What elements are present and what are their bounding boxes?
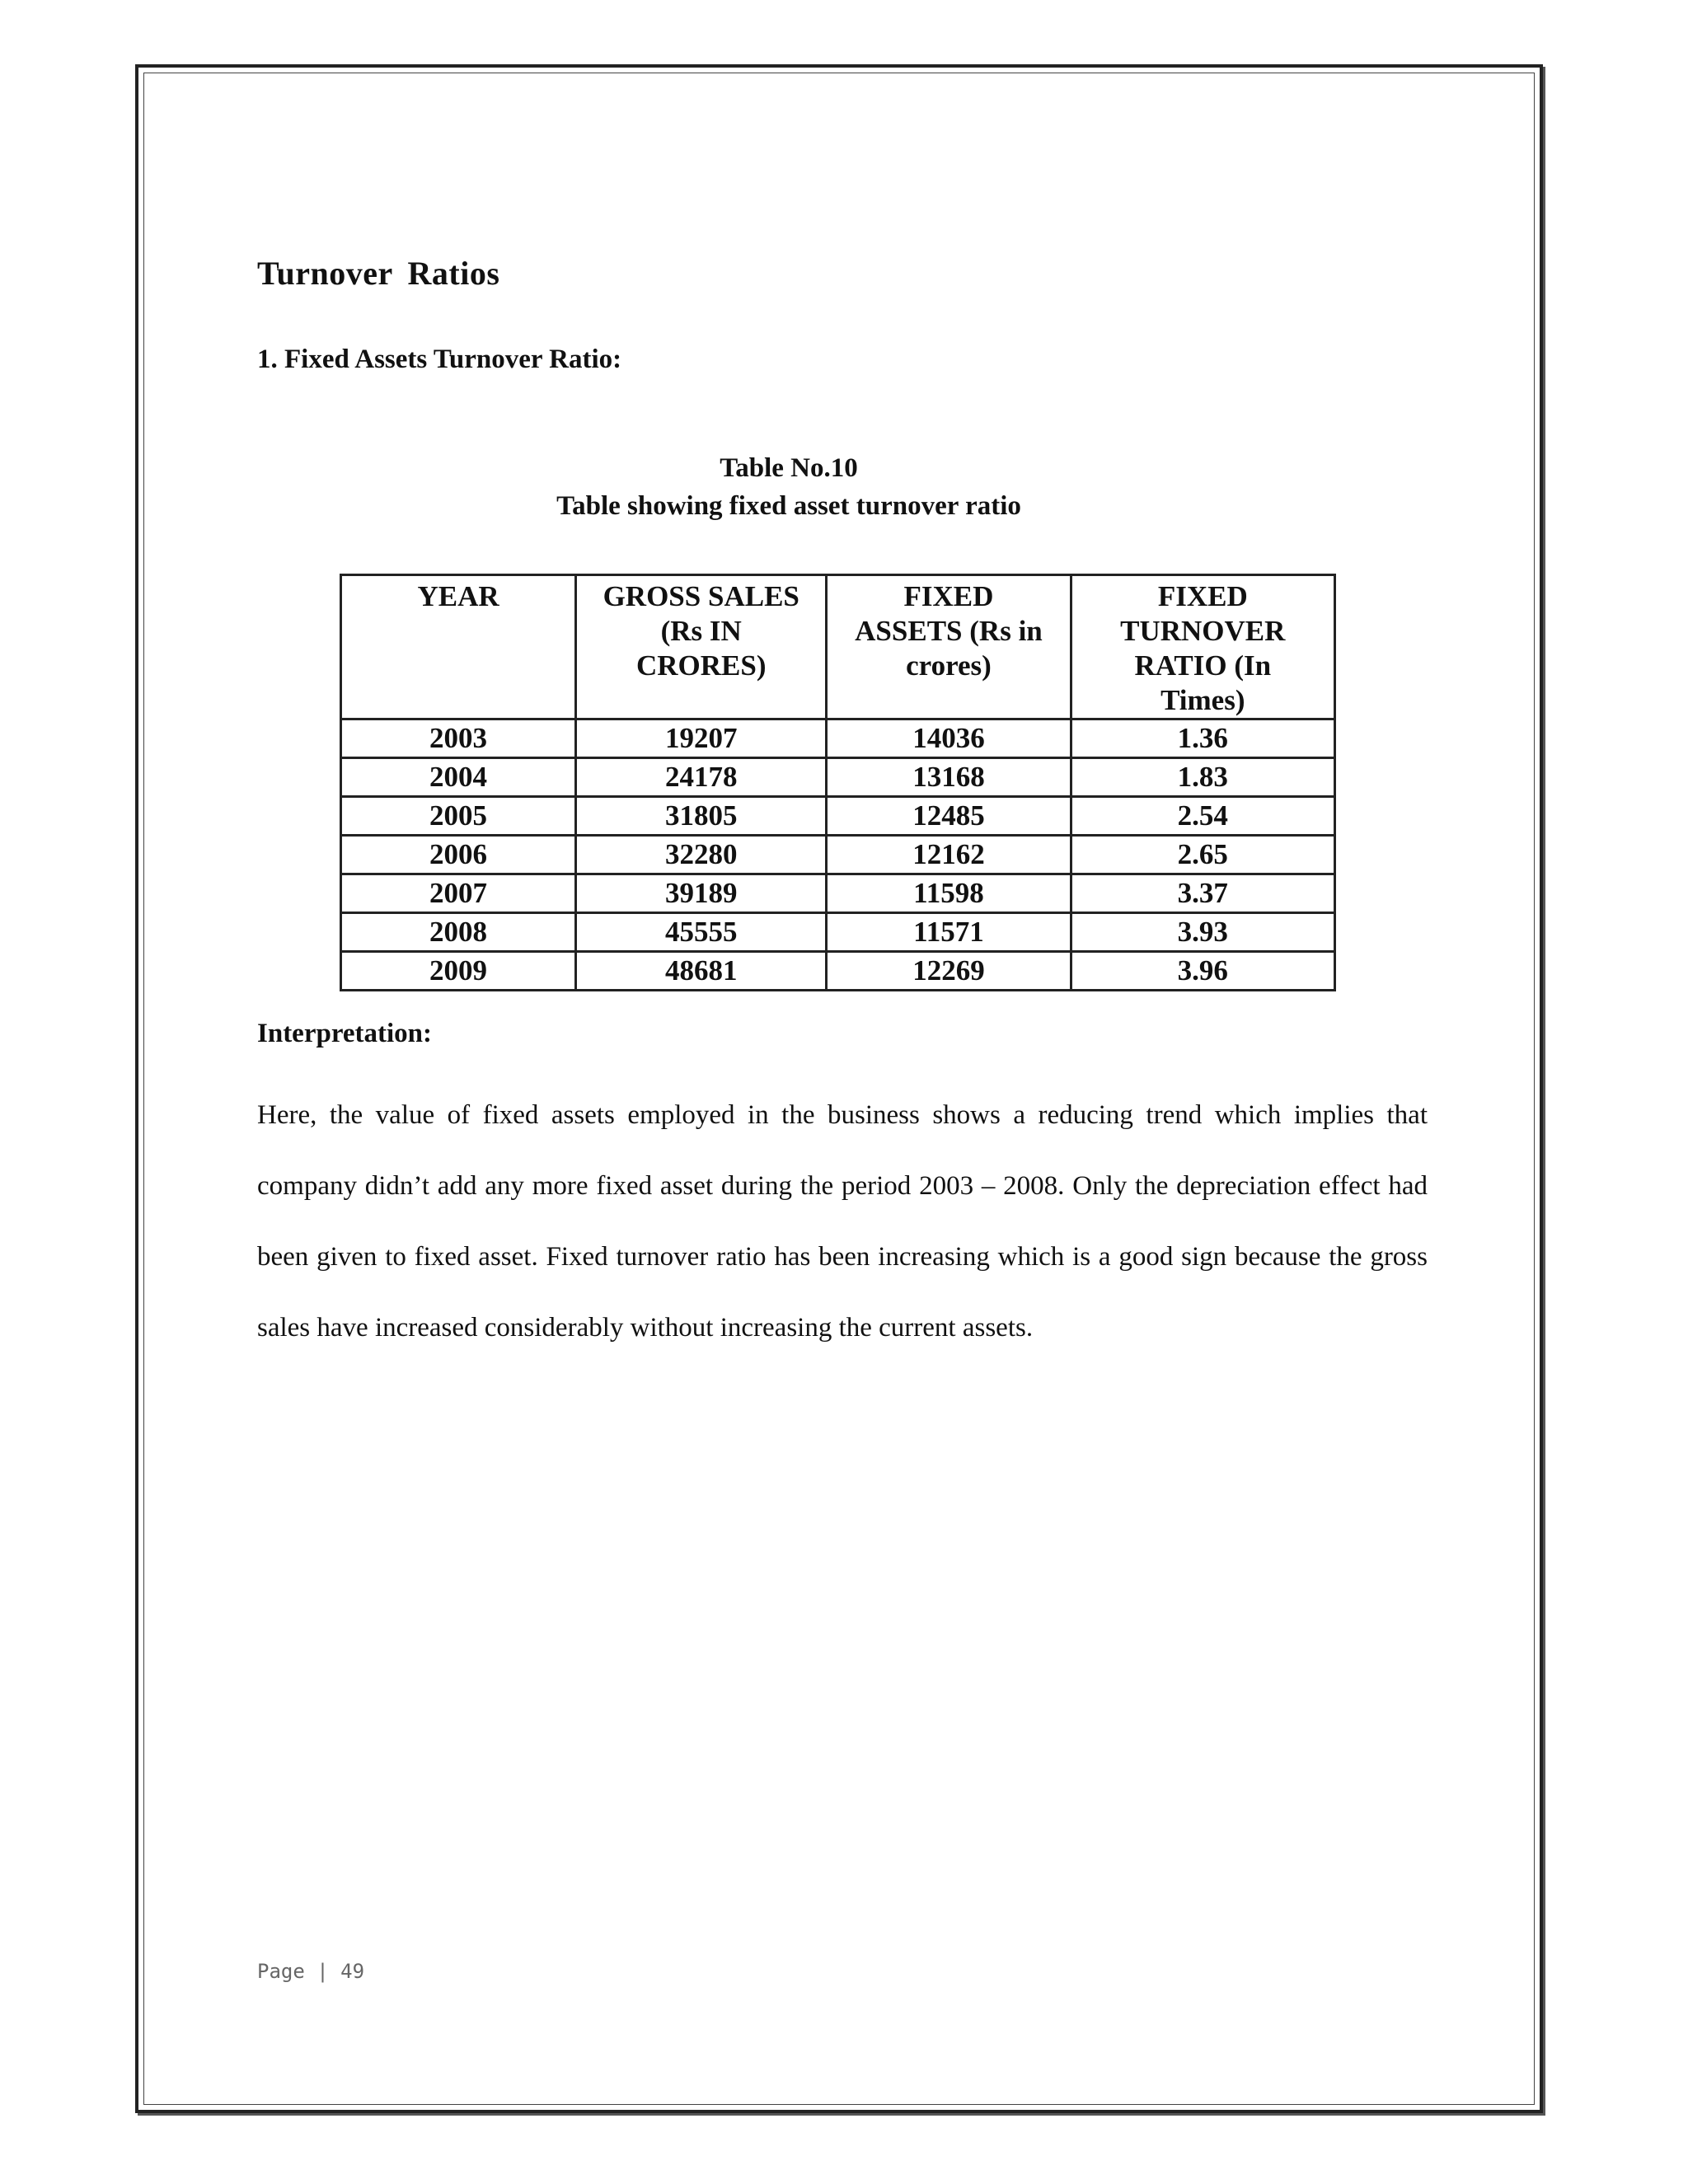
cell-gross-sales: 24178	[576, 758, 827, 797]
cell-year: 2004	[341, 758, 576, 797]
cell-year: 2006	[341, 836, 576, 874]
header-turnover-ratio: FIXED TURNOVER RATIO (In Times)	[1071, 575, 1334, 719]
interpretation-heading: Interpretation:	[257, 1019, 433, 1048]
cell-gross-sales: 48681	[576, 952, 827, 991]
cell-year: 2008	[341, 913, 576, 952]
subsection-title: 1. Fixed Assets Turnover Ratio:	[257, 344, 622, 374]
cell-fixed-assets: 11571	[827, 913, 1071, 952]
cell-gross-sales: 19207	[576, 719, 827, 758]
cell-turnover-ratio: 2.54	[1071, 797, 1334, 836]
cell-gross-sales: 45555	[576, 913, 827, 952]
header-fixed-assets: FIXED ASSETS (Rs in crores)	[827, 575, 1071, 719]
cell-fixed-assets: 12162	[827, 836, 1071, 874]
table-row	[341, 797, 1335, 836]
fixed-asset-turnover-table	[340, 574, 1336, 991]
cell-turnover-ratio: 1.36	[1071, 719, 1334, 758]
header-year: YEAR	[341, 575, 576, 719]
cell-year: 2009	[341, 952, 576, 991]
cell-gross-sales: 31805	[576, 797, 827, 836]
cell-fixed-assets: 12269	[827, 952, 1071, 991]
table-row	[341, 952, 1335, 991]
page-number-footer: Page | 49	[257, 1960, 365, 1983]
cell-fixed-assets: 13168	[827, 758, 1071, 797]
table-row	[341, 913, 1335, 952]
interpretation-paragraph: Here, the value of fixed assets employed in the business shows a reducing trend which implies that company didn’t add any more fixed asset during the period 2003 – 2008. Only the depreciation effect had been given to fixed asset. Fixed turnover ratio has been increasing which is a good sign because the gross sales have increased considerably without increasing the current assets.	[257, 1100, 1428, 1343]
table-row	[341, 874, 1335, 913]
cell-year: 2005	[341, 797, 576, 836]
cell-turnover-ratio: 3.93	[1071, 913, 1334, 952]
cell-year: 2007	[341, 874, 576, 913]
cell-turnover-ratio: 3.96	[1071, 952, 1334, 991]
table-header-row	[341, 575, 1335, 719]
section-title: Turnover Ratios	[257, 255, 500, 292]
table-row	[341, 836, 1335, 874]
cell-turnover-ratio: 3.37	[1071, 874, 1334, 913]
cell-gross-sales: 39189	[576, 874, 827, 913]
cell-year: 2003	[341, 719, 576, 758]
cell-turnover-ratio: 2.65	[1071, 836, 1334, 874]
header-gross-sales: GROSS SALES (Rs IN CRORES)	[576, 575, 827, 719]
cell-fixed-assets: 11598	[827, 874, 1071, 913]
table-row	[341, 719, 1335, 758]
table-caption-description: Table showing fixed asset turnover ratio	[556, 491, 1021, 521]
cell-gross-sales: 32280	[576, 836, 827, 874]
cell-fixed-assets: 14036	[827, 719, 1071, 758]
cell-turnover-ratio: 1.83	[1071, 758, 1334, 797]
table-caption-number: Table No.10	[720, 453, 858, 483]
cell-fixed-assets: 12485	[827, 797, 1071, 836]
table-row	[341, 758, 1335, 797]
